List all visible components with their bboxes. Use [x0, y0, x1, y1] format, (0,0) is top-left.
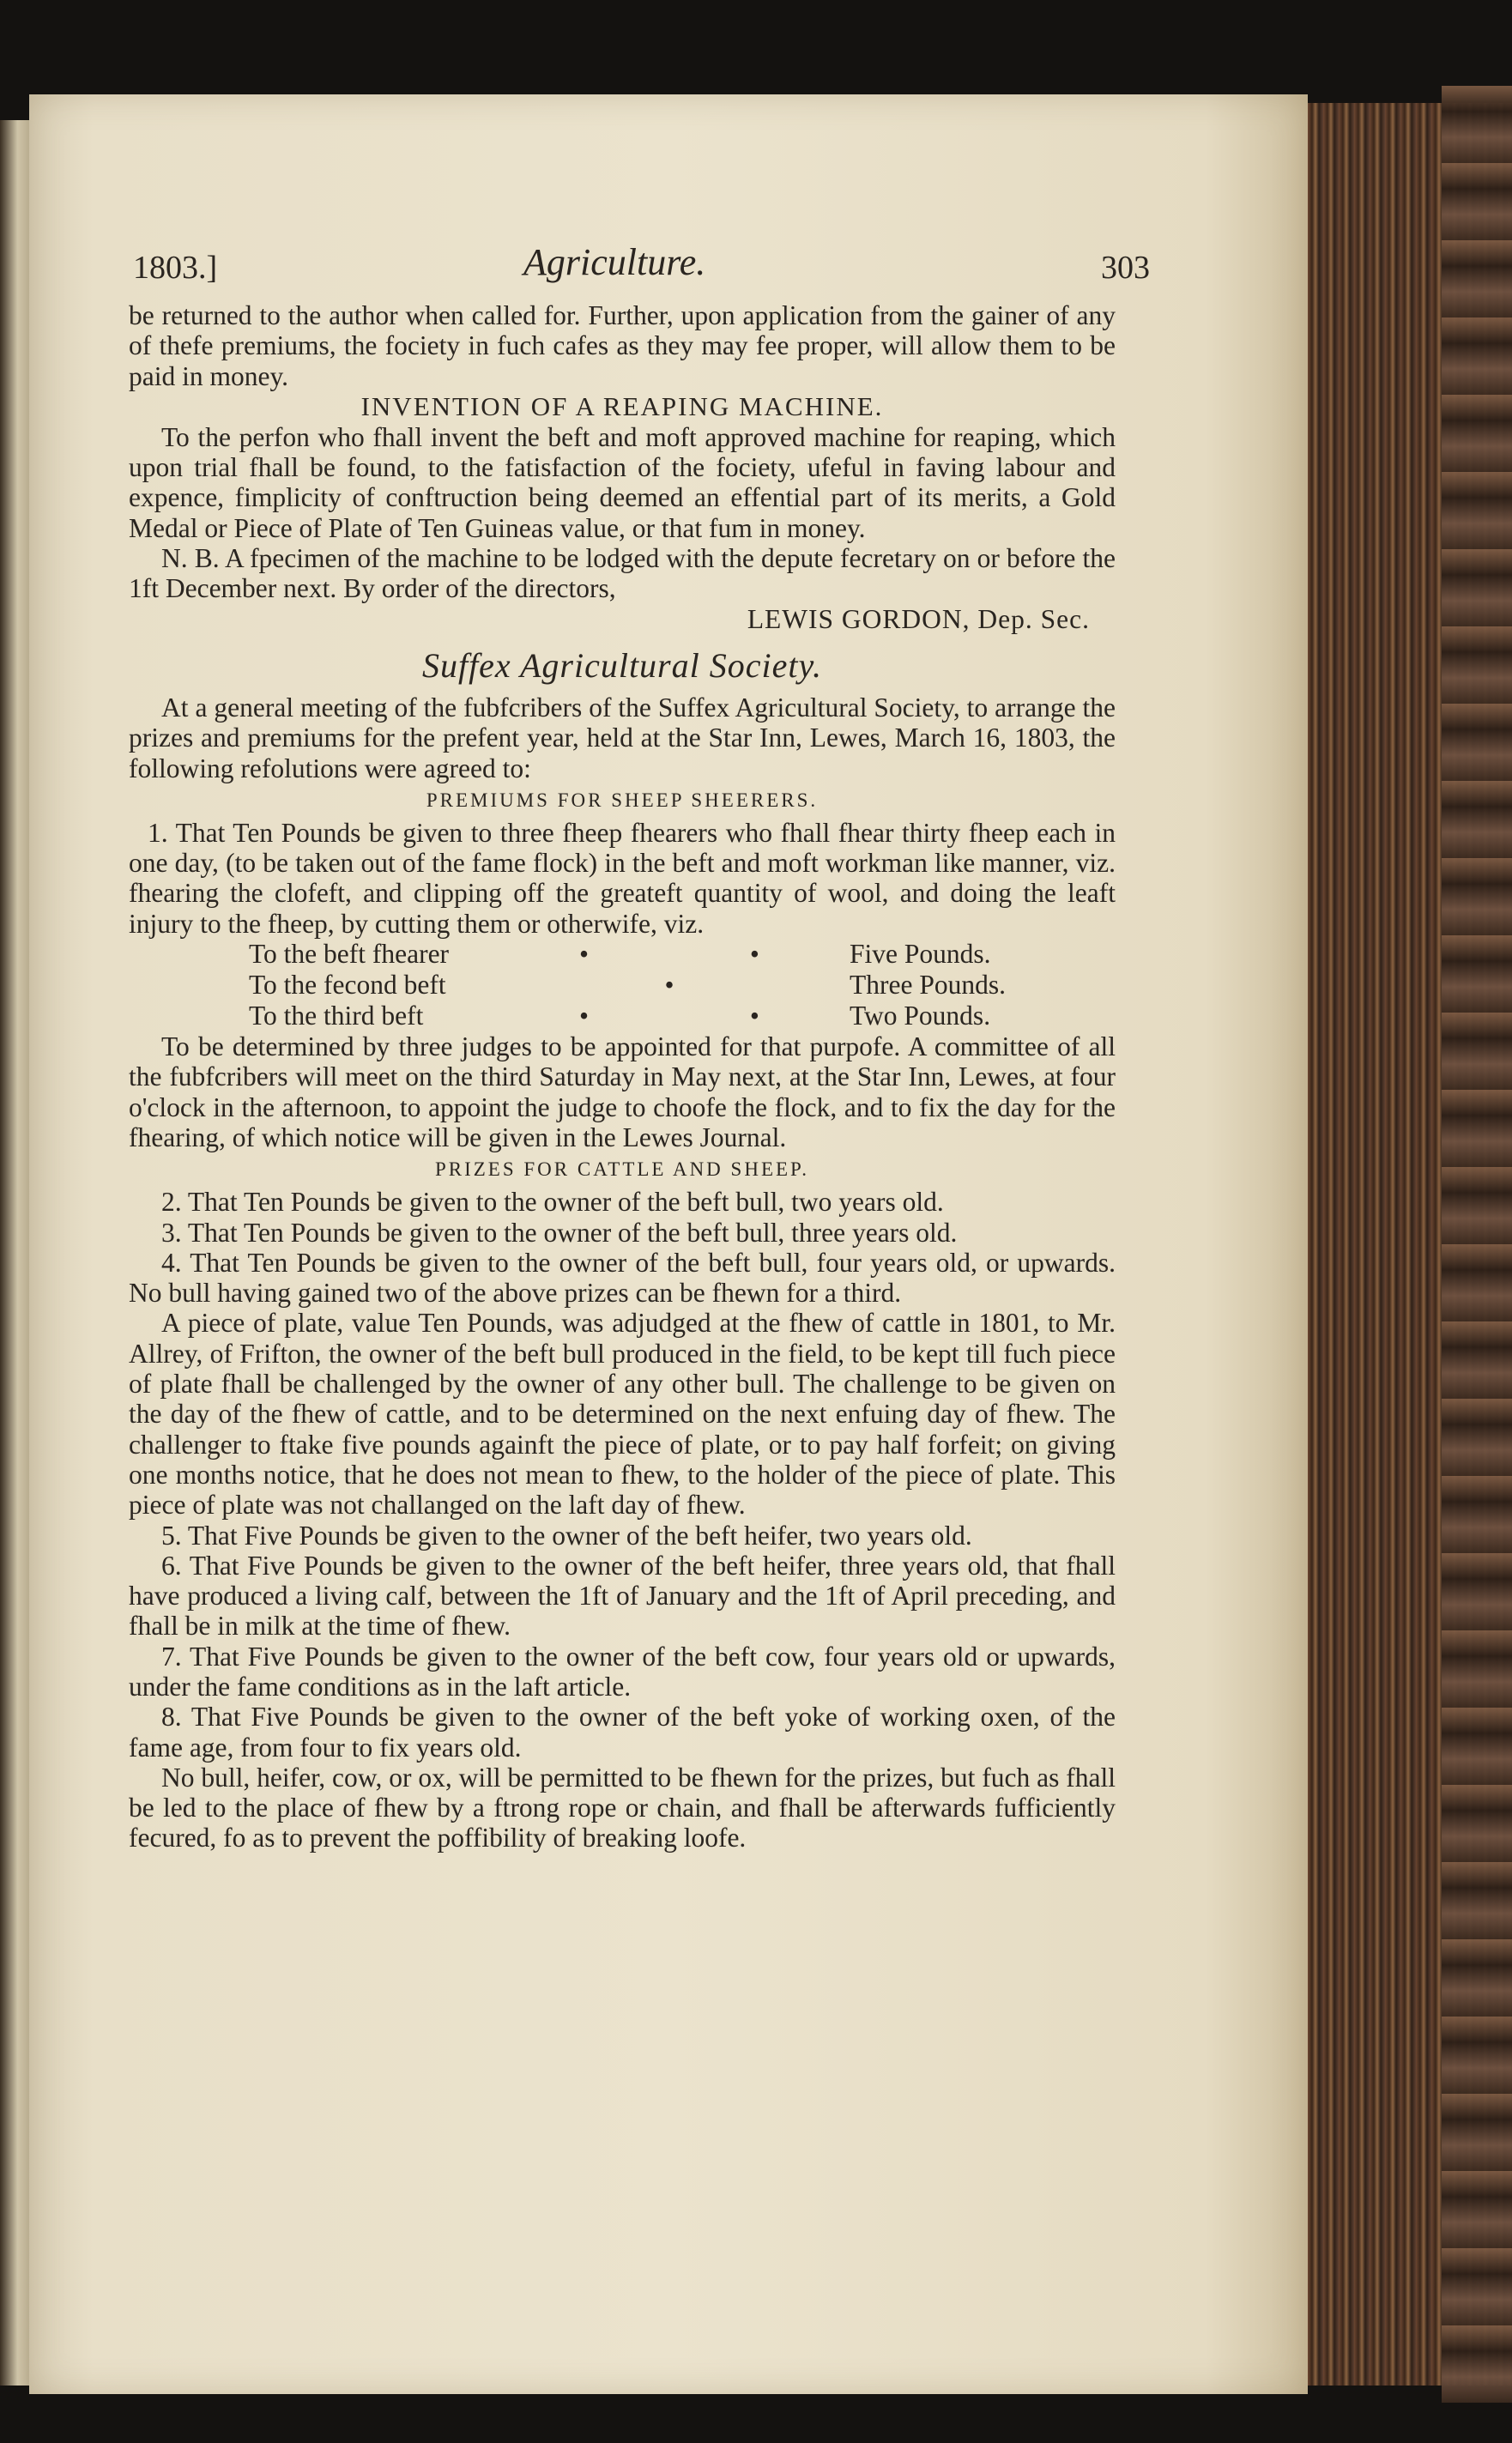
- list-item: 7. That Five Pounds be given to the owner of the beft cow, four years old or upwards, under the fame conditions as in the laft article.: [129, 1641, 1116, 1702]
- previous-page-edge: [0, 120, 29, 2386]
- prize-row: [129, 1001, 1116, 1031]
- page-number: 303: [1101, 250, 1150, 286]
- paragraph: N. B. A fpecimen of the machine to be lodged with the depute fecretary on or before the 1ft December next. By order of the directors,: [129, 543, 1116, 604]
- prize-recipient: To the fecond beft: [249, 970, 446, 1001]
- page-text: [129, 240, 1150, 1853]
- paragraph: To the perfon who fhall invent the beft and moft approved machine for reaping, which upon trial fhall be found, to the fatisfaction of the fociety, ufeful in faving labour and expence, fimplicity of conftruction being deemed an effential part of its merits, a Gold Medal or Piece of Plate of Ten Guineas value, or that fum in money.: [129, 421, 1116, 543]
- section-heading: INVENTION OF A REAPING MACHINE.: [360, 390, 884, 421]
- paragraph: A piece of plate, value Ten Pounds, was adjudged at the fhew of cattle in 1801, to Mr. Allrey, of Frifton, the owner of the beft bull produced in the field, to be kept till fuch piece of plate fhall be challenged by the owner of any other bull. The challenge to be given on the day of the fhew of cattle, and to be determined on the next enfuing day of fhew. The challenger to ftake five pounds againft the piece of plate, or to pay half forfeit; on giving one months notice, that he does not mean to fhew, to the holder of the piece of plate. This piece of plate was not challanged on the laft day of fhew.: [129, 1308, 1116, 1521]
- header-title: Agriculture.: [523, 241, 706, 283]
- list-item: 1. That Ten Pounds be given to three fheep fhearers who fhall fhear thirty fheep each in one day, (to be taken out of the fame flock) in the beft and moft workman like manner, viz. fhearing the clofeft, and clipping off the greateft quantity of wool, and doing the leaft injury to the fheep, by cutting them or otherwife, viz.: [129, 817, 1116, 939]
- list-item: 3. That Ten Pounds be given to the owner of the beft bull, three years old.: [161, 1217, 958, 1248]
- paragraph: To be determined by three judges to be appointed for that purpofe. A committee of all the fubfcribers will meet on the third Saturday in May next, at the Star Inn, Lewes, at four o'clock in the afternoon, to appoint the judge to choofe the flock, and to fix the day for the fhearing, of which notice will be given in the Lewes Journal.: [129, 1031, 1116, 1152]
- prize-amount: Three Pounds.: [850, 970, 1006, 1001]
- prize-row: [129, 970, 1116, 1001]
- running-header: [129, 240, 1150, 300]
- list-item: 2. That Ten Pounds be given to the owner of the beft bull, two years old.: [161, 1187, 944, 1218]
- book-cover-edge: [1442, 86, 1512, 2403]
- prize-amount: Two Pounds.: [850, 1001, 991, 1031]
- paragraph: At a general meeting of the fubfcribers of the Suffex Agricultural Society, to arrange the prizes and premiums for the prefent year, held at the Star Inn, Lewes, March 16, 1803, the following refolutions were agreed to:: [129, 692, 1116, 783]
- list-item: 4. That Ten Pounds be given to the owner of the beft bull, four years old, or upwards. No bull having gained two of the above prizes can be fhewn for a third.: [129, 1247, 1116, 1309]
- prize-recipient: To the third beft: [249, 1001, 424, 1031]
- society-title: Suffex Agricultural Society.: [421, 645, 823, 685]
- paragraph: No bull, heifer, cow, or ox, will be permitted to be fhewn for the prizes, but fuch as fhall be led to the place of fhew by a ftrong rope or chain, and fhall be afterwards fufficiently fecured, fo as to prevent the poffibility of breaking loofe.: [129, 1762, 1116, 1853]
- list-item: 5. That Five Pounds be given to the owner of the beft heifer, two years old.: [161, 1520, 972, 1551]
- paragraph: be returned to the author when called for. Further, upon application from the gainer of any of thefe premiums, the fociety in fuch cafes as they may fee proper, will allow them to be paid in money.: [129, 300, 1116, 391]
- leader-dots: •: [664, 970, 752, 1001]
- prize-recipient: To the beft fhearer: [249, 939, 450, 970]
- leader-dots: • •: [579, 939, 837, 970]
- signature: LEWIS GORDON, Dep. Sec.: [747, 603, 1090, 634]
- section-heading: PRIZES FOR CATTLE AND SHEEP.: [434, 1158, 810, 1181]
- list-item: 6. That Five Pounds be given to the owner of the beft heifer, three years old, that fhall have produced a living calf, between the 1ft of January and the 1ft of April preceding, and fhall be in milk at the time of fhew.: [129, 1550, 1116, 1642]
- section-heading: PREMIUMS FOR SHEEP SHEERERS.: [426, 789, 819, 811]
- prize-row: [129, 939, 1116, 970]
- list-item: 8. That Five Pounds be given to the owner of the beft yoke of working oxen, of the fame age, from four to fix years old.: [129, 1702, 1116, 1763]
- leader-dots: • •: [579, 1001, 837, 1031]
- header-year: 1803.]: [133, 250, 218, 286]
- prize-amount: Five Pounds.: [850, 939, 991, 970]
